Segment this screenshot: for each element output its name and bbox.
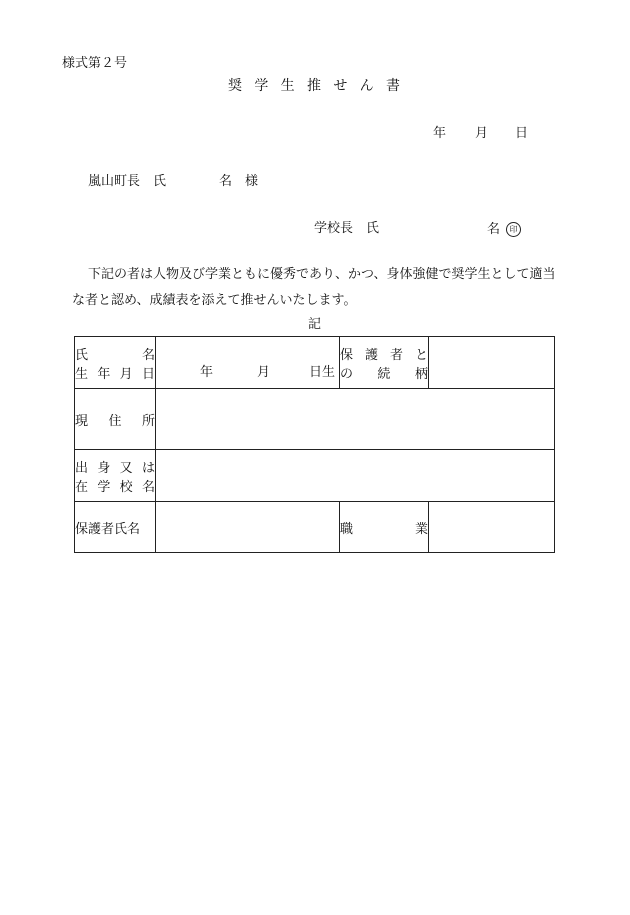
address-field[interactable]	[156, 389, 555, 450]
guardian-relation-field[interactable]	[429, 337, 555, 389]
school-label-2: 在 学 校 名	[75, 479, 155, 495]
title-char: 書	[385, 78, 400, 94]
birth-day-label: 日生	[309, 365, 336, 380]
address-label: 現 住 所	[75, 413, 155, 429]
birth-month-label: 月	[257, 365, 271, 380]
addressee-prefix: 嵐山町長 氏	[88, 174, 167, 189]
name-birth-label-cell	[75, 337, 156, 389]
sender-name-suffix-text: 名	[487, 222, 501, 237]
occupation-field[interactable]	[429, 502, 555, 553]
seal-mark: 印	[506, 222, 521, 237]
body-text-line-1: 下記の者は人物及び学業ともに優秀であり、かつ、身体強健で奨学生として適当	[88, 267, 556, 282]
name-birthdate-field[interactable]	[156, 337, 340, 389]
guardian-name-label-cell	[75, 502, 156, 553]
guardian-relation-label-1: 保 護 者 と	[340, 347, 428, 363]
applicant-table	[74, 336, 555, 553]
guardian-name-label: 保護者氏名	[75, 521, 141, 537]
address-label-cell	[75, 389, 156, 450]
title-char: せ	[333, 78, 348, 94]
name-label: 氏 名	[75, 347, 155, 363]
school-field[interactable]	[156, 450, 555, 502]
sender-name-suffix	[487, 222, 521, 237]
date-day: 日	[515, 126, 529, 141]
birthdate-label: 生 年 月 日	[75, 366, 155, 382]
occupation-label: 職 業	[340, 521, 428, 537]
guardian-relation-label-2: の 続 柄	[340, 366, 428, 382]
guardian-relation-label-cell	[340, 337, 429, 389]
addressee-honorific: 様	[245, 174, 259, 189]
table-row	[75, 502, 555, 553]
ki-heading: 記	[308, 317, 322, 332]
table-row	[75, 389, 555, 450]
school-label-cell	[75, 450, 156, 502]
title-char: 学	[254, 78, 269, 94]
birth-year-label: 年	[200, 365, 214, 380]
document-title	[228, 79, 400, 93]
title-char: 奨	[228, 78, 242, 94]
sender-label: 学校長 氏	[314, 221, 380, 236]
occupation-label-cell	[340, 502, 429, 553]
title-char: ん	[359, 78, 374, 94]
date-month: 月	[475, 126, 489, 141]
body-text-line-2: な者と認め、成績表を添えて推せんいたします。	[72, 293, 357, 308]
guardian-name-field[interactable]	[156, 502, 340, 553]
table-row	[75, 337, 555, 389]
table-row	[75, 450, 555, 502]
date-year: 年	[433, 126, 447, 141]
title-char: 生	[280, 78, 295, 94]
title-char: 推	[306, 78, 321, 94]
school-label-1: 出 身 又 は	[75, 460, 155, 476]
addressee-name-suffix: 名	[219, 174, 233, 189]
form-number: 様式第２号	[62, 56, 128, 71]
